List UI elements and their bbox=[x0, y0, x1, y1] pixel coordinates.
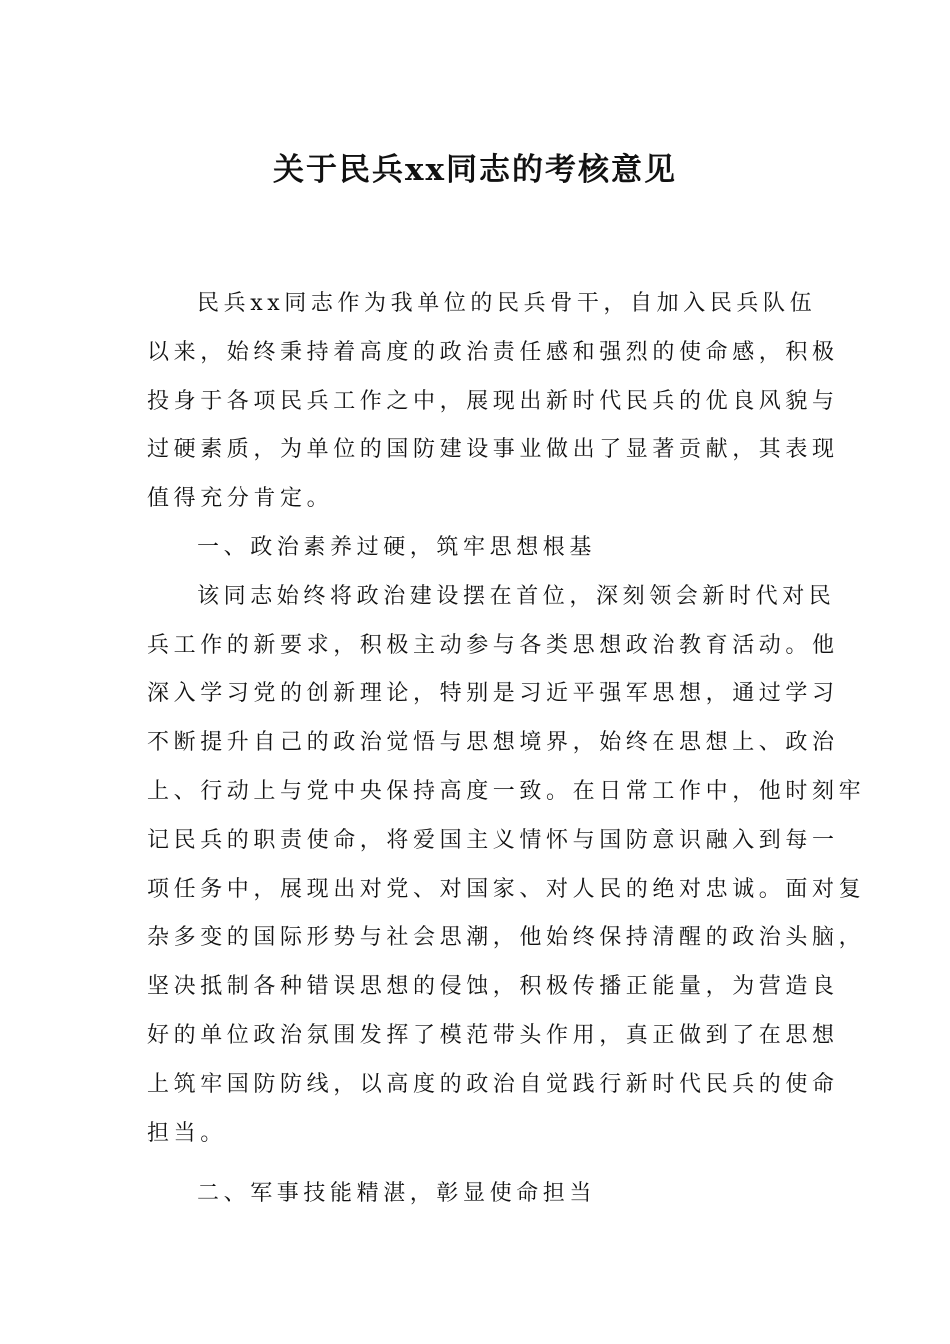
paragraph-intro bbox=[147, 280, 877, 524]
text-line: 不断提升自己的政治觉悟与思想境界，始终在思想上、政治 bbox=[147, 730, 839, 756]
text-line: 过硬素质，为单位的国防建设事业做出了显著贡献，其表现 bbox=[147, 437, 839, 463]
text-line: 民兵xx同志作为我单位的民兵骨干，自加入民兵队伍 bbox=[197, 291, 817, 316]
text-line: 兵工作的新要求，积极主动参与各类思想政治教育活动。他 bbox=[147, 632, 839, 658]
text-line: 以来，始终秉持着高度的政治责任感和强烈的使命感，积极 bbox=[147, 339, 839, 365]
text-line: 记民兵的职责使命，将爱国主义情怀与国防意识融入到每一 bbox=[147, 827, 839, 853]
text-line: 坚决抵制各种错误思想的侵蚀，积极传播正能量，为营造良 bbox=[147, 974, 839, 1000]
text-line: 深入学习党的创新理论，特别是习近平强军思想，通过学习 bbox=[147, 681, 839, 707]
text-line: 杂多变的国际形势与社会思潮，他始终保持清醒的政治头脑， bbox=[147, 925, 866, 951]
text-line: 该同志始终将政治建设摆在首位，深刻领会新时代对民 bbox=[197, 583, 836, 609]
text-line: 上筑牢国防防线，以高度的政治自觉践行新时代民兵的使命 bbox=[147, 1071, 839, 1097]
section-heading-2: 二、军事技能精湛，彰显使命担当 bbox=[197, 1181, 597, 1207]
text-line: 值得充分肯定。 bbox=[147, 486, 334, 512]
text-line: 项任务中，展现出对党、对国家、对人民的绝对忠诚。面对复 bbox=[147, 876, 866, 902]
section-heading-1: 一、政治素养过硬，筑牢思想根基 bbox=[197, 534, 597, 560]
document-title: 关于民兵xx同志的考核意见 bbox=[273, 152, 677, 188]
text-line: 上、行动上与党中央保持高度一致。在日常工作中，他时刻牢 bbox=[147, 778, 866, 804]
text-line: 投身于各项民兵工作之中，展现出新时代民兵的优良风貌与 bbox=[147, 388, 839, 414]
paragraph-political bbox=[147, 573, 877, 1159]
text-line: 担当。 bbox=[147, 1120, 227, 1146]
document-body bbox=[147, 280, 877, 1219]
text-line: 好的单位政治氛围发挥了模范带头作用，真正做到了在思想 bbox=[147, 1022, 839, 1048]
